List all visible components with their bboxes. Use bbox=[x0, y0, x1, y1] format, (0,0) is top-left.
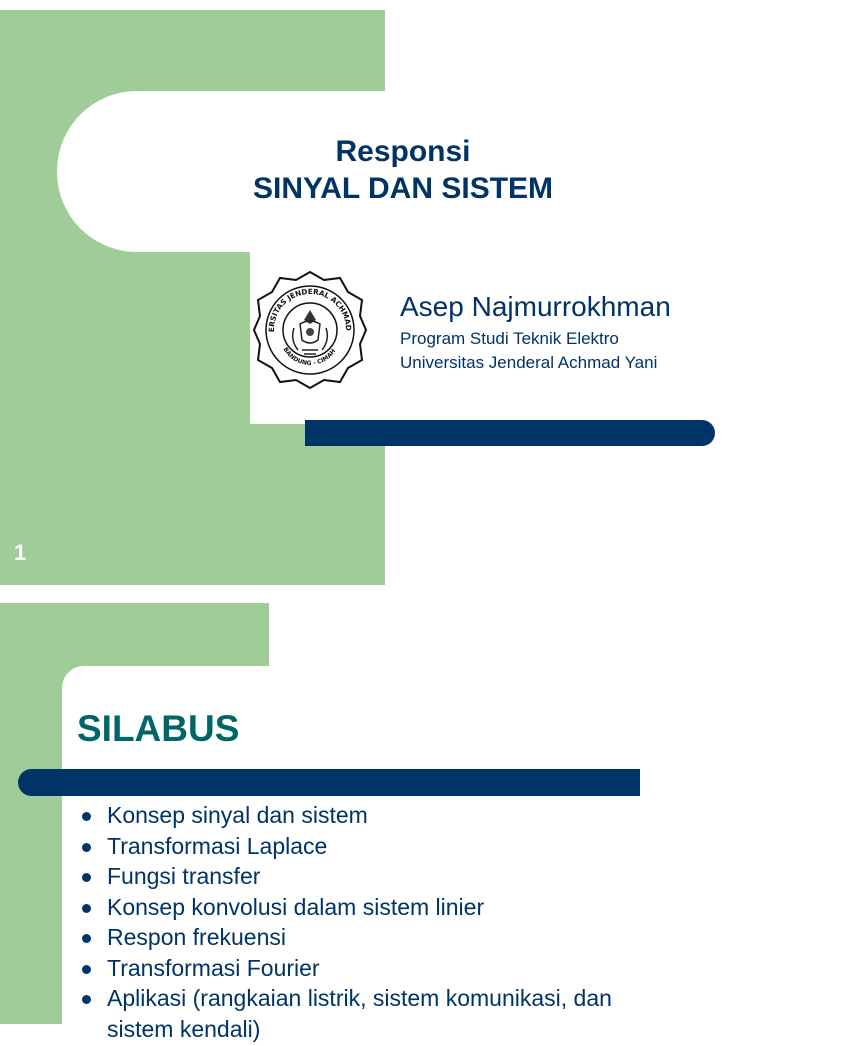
divider-bar bbox=[305, 420, 715, 446]
syllabus-list bbox=[80, 800, 612, 1044]
list-item: Konsep sinyal dan sistem bbox=[80, 800, 612, 831]
divider-bar bbox=[18, 769, 640, 796]
university-name: Universitas Jenderal Achmad Yani bbox=[400, 353, 658, 372]
list-item: Fungsi transfer bbox=[80, 861, 612, 892]
list-item: Transformasi Fourier bbox=[80, 953, 612, 984]
list-item: Respon frekuensi bbox=[80, 922, 612, 953]
bullet-dot-icon bbox=[82, 843, 91, 852]
author-name: Asep Najmurrokhman bbox=[400, 291, 671, 322]
bullet-dot-icon bbox=[82, 873, 91, 882]
list-item: Konsep konvolusi dalam sistem linier bbox=[80, 892, 612, 923]
list-item-line-1: Aplikasi (rangkaian listrik, sistem komunikasi, dan bbox=[107, 985, 612, 1011]
list-item bbox=[80, 983, 612, 1044]
list-item-line-2: sistem kendali) bbox=[107, 1015, 261, 1042]
bullet-dot-icon bbox=[82, 965, 91, 974]
slide-2 bbox=[0, 603, 768, 1042]
bullet-dot-icon bbox=[82, 812, 91, 821]
bullet-dot-icon bbox=[82, 934, 91, 943]
bullet-dot-icon bbox=[82, 995, 91, 1004]
svg-text:BANDUNG - CIMAHI: BANDUNG - CIMAH bbox=[281, 346, 338, 368]
bullet-dot-icon bbox=[82, 904, 91, 913]
study-program: Program Studi Teknik Elektro bbox=[400, 329, 619, 348]
slide-title: SILABUS bbox=[77, 708, 240, 749]
slide-title bbox=[200, 133, 606, 207]
svg-text:UNIVERSITAS JENDERAL ACHMAD YA: ERSITAS JENDERAL ACHMAD bbox=[266, 286, 354, 333]
list-item: Transformasi Laplace bbox=[80, 831, 612, 862]
title-line-2: SINYAL DAN SISTEM bbox=[252, 172, 554, 205]
university-seal-icon bbox=[250, 266, 370, 391]
page-number: 1 bbox=[14, 540, 27, 565]
title-line-1: Responsi bbox=[335, 135, 471, 168]
